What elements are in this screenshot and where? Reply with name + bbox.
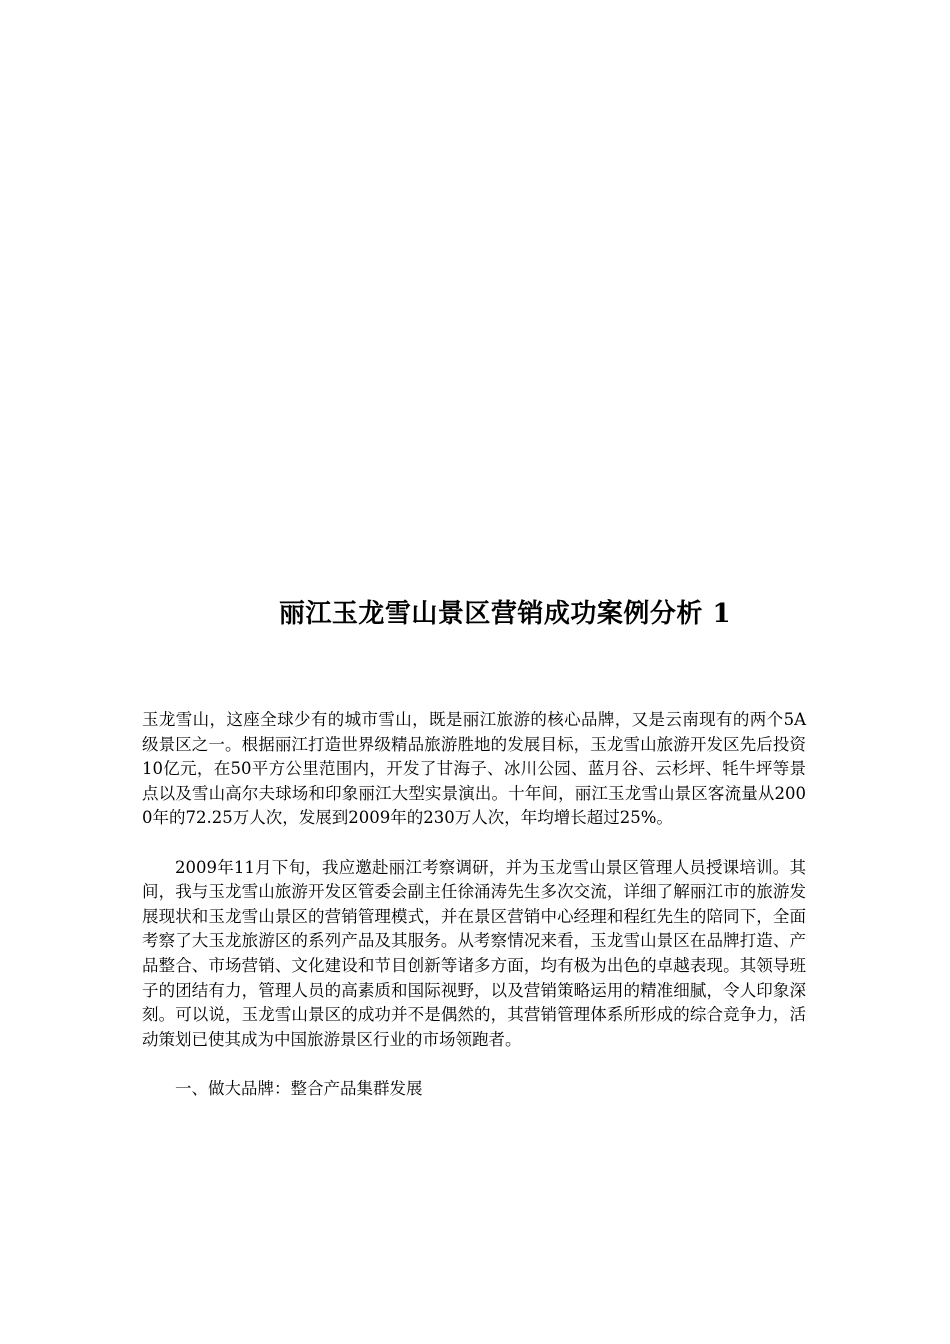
section-heading: 一、做大品牌：整合产品集群发展 <box>175 1078 423 1098</box>
document-body <box>142 708 806 1102</box>
paragraph-visit: 2009年11月下旬，我应邀赴丽江考察调研，并为玉龙雪山景区管理人员授课培训。其间，我与玉龙雪山旅游开发区管委会副主任徐涌涛先生多次交流，详细了解丽江市的旅游发展现状和玉龙雪山景区的营销管理模式，并在景区营销中心经理和程红先生的陪同下，全面考察了大玉龙旅游区的系列产品及其服务。从考察情况来看，玉龙雪山景区在品牌打造、产品整合、市场营销、文化建设和节目创新等诸多方面，均有极为出色的卓越表现。其领导班子的团结有力，管理人员的高素质和国际视野，以及营销策略运用的精准细腻，令人印象深刻。可以说，玉龙雪山景区的成功并不是偶然的，其营销管理体系所形成的综合竞争力，活动策划已使其成为中国旅游景区行业的市场领跑者。 <box>142 857 806 1049</box>
paragraph-intro: 玉龙雪山，这座全球少有的城市雪山，既是丽江旅游的核心品牌，又是云南现有的两个5A级景区之一。根据丽江打造世界级精品旅游胜地的发展目标，玉龙雪山旅游开发区先后投资10亿元，在50平方公里范围内，开发了甘海子、冰川公园、蓝月谷、云杉坪、牦牛坪等景点以及雪山高尔夫球场和印象丽江大型实景演出。十年间，丽江玉龙雪山景区客流量从2000年的72.25万人次，发展到2009年的230万人次，年均增长超过25%。 <box>142 710 806 828</box>
document-title: 丽江玉龙雪山景区营销成功案例分析 1 <box>278 599 732 629</box>
